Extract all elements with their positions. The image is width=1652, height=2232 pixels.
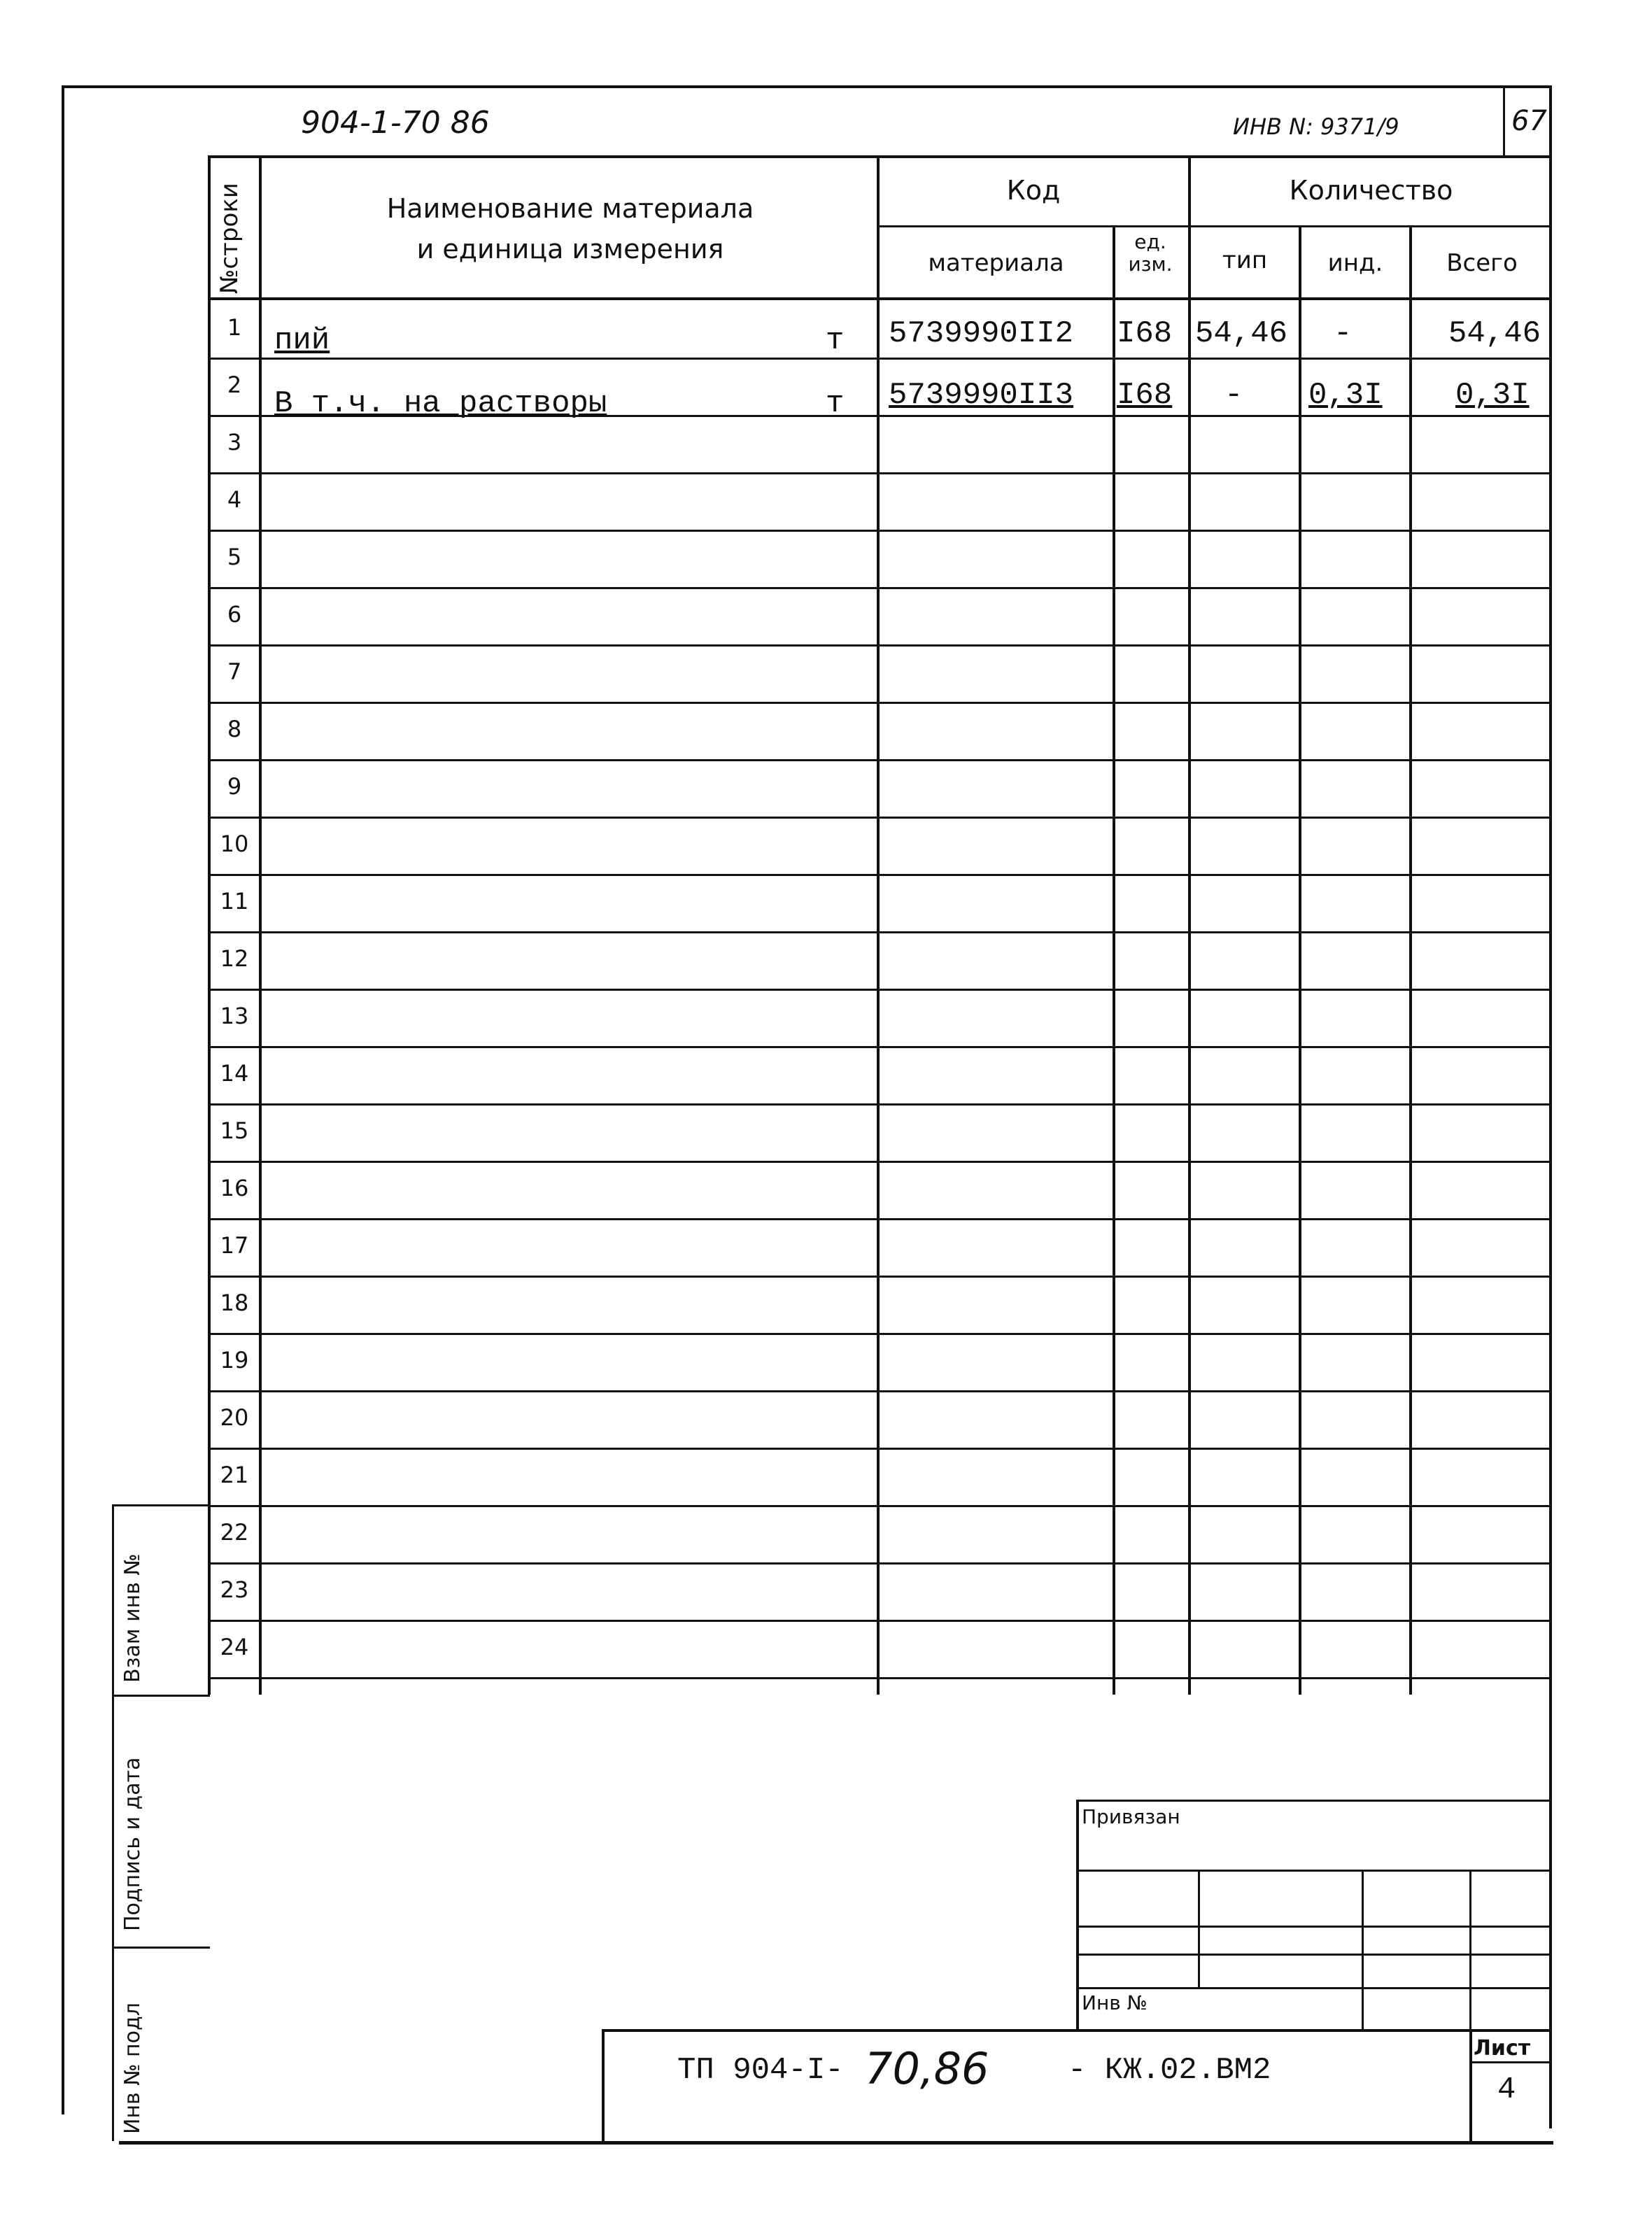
row-2-unit: т <box>826 386 845 421</box>
row-1-type: 54,46 <box>1195 316 1288 351</box>
table-row-line <box>208 587 1551 589</box>
row-number: 4 <box>227 486 242 513</box>
frame-left <box>62 85 64 2114</box>
row-number: 15 <box>220 1117 249 1144</box>
row-number: 21 <box>220 1462 249 1488</box>
table-row-line <box>208 759 1551 761</box>
frame-top <box>62 85 1551 88</box>
row-number: 3 <box>227 429 242 455</box>
header-mid <box>877 225 1551 227</box>
table-top <box>208 155 1551 158</box>
col-header-ind: инд. <box>1327 249 1383 277</box>
row-number: 24 <box>220 1634 249 1660</box>
row-number: 1 <box>227 314 242 341</box>
row-1-unit: т <box>826 323 845 358</box>
col-header-quantity: Количество <box>1289 175 1453 206</box>
table-row-line <box>208 817 1551 819</box>
stamp-line-1 <box>1076 1870 1552 1872</box>
row-1-ind: - <box>1334 316 1353 351</box>
frame-right <box>1549 85 1552 2128</box>
table-row-line <box>208 1390 1551 1392</box>
row-2-material-code: 5739990II3 <box>889 378 1074 413</box>
table-row-line <box>208 472 1551 474</box>
col-line-unitcode <box>1188 155 1191 1695</box>
col-header-row-number: №строки <box>216 183 243 294</box>
side-inv-podl: Инв № подл <box>120 2003 145 2134</box>
row-number: 2 <box>227 372 242 398</box>
col-header-type: тип <box>1222 246 1268 274</box>
table-row-line <box>208 1677 1551 1679</box>
stamp-v-2 <box>1362 1870 1364 2030</box>
row-1-name: пий <box>274 323 330 358</box>
stamp-inv-no: Инв № <box>1082 1991 1148 2014</box>
table-row-line <box>208 1046 1551 1048</box>
row-2-total: 0,3I <box>1455 378 1530 413</box>
table-row-line <box>208 1103 1551 1106</box>
row-number: 16 <box>220 1175 249 1201</box>
document-number-handwritten: 904-1-70 86 <box>301 105 490 141</box>
table-row-line <box>208 1562 1551 1564</box>
row-number: 9 <box>227 773 242 800</box>
row-number: 13 <box>220 1003 249 1029</box>
row-1-total: 54,46 <box>1448 316 1541 351</box>
row-number: 19 <box>220 1347 249 1373</box>
side-vzam-inv: Взам инв № <box>120 1553 145 1683</box>
side-line-outer <box>112 1504 114 2141</box>
designation-suffix: - КЖ.02.ВМ2 <box>1068 2053 1271 2088</box>
row-number: 6 <box>227 601 242 628</box>
row-number: 22 <box>220 1519 249 1546</box>
side-div-1 <box>112 1695 210 1697</box>
row-number: 8 <box>227 716 242 742</box>
row-number: 5 <box>227 544 242 570</box>
col-header-total: Всего <box>1446 249 1518 277</box>
row-number: 7 <box>227 658 242 685</box>
designation-left <box>602 2029 605 2142</box>
stamp-privyazan: Привязан <box>1082 1805 1180 1828</box>
col-line-matcode <box>1113 225 1115 1695</box>
side-top <box>112 1504 210 1506</box>
row-number: 20 <box>220 1404 249 1431</box>
side-div-2 <box>112 1947 210 1949</box>
col-header-unit-code: ед. изм. <box>1128 230 1173 276</box>
col-header-material-code: материала <box>928 249 1064 277</box>
table-row-line <box>208 1161 1551 1163</box>
table-row-line <box>208 1620 1551 1622</box>
row-number: 18 <box>220 1290 249 1316</box>
table-row-line <box>208 1276 1551 1278</box>
stamp-line-4 <box>1076 1987 1552 1989</box>
table-row-line <box>208 1218 1551 1220</box>
sheet-divider <box>1469 2029 1472 2142</box>
stamp-line-2 <box>1076 1926 1552 1928</box>
table-row-line <box>208 931 1551 933</box>
col-line-rowno <box>259 155 262 1695</box>
designation-prefix: ТП 904-I- <box>677 2053 844 2088</box>
stamp-v-1 <box>1198 1870 1200 1989</box>
row-1-unit-code: I68 <box>1117 316 1173 351</box>
stamp-top <box>1076 1800 1552 1802</box>
col-header-name-line1: Наименование материала <box>386 193 754 224</box>
sheet-number: 4 <box>1497 2072 1516 2107</box>
col-line-name <box>877 155 880 1695</box>
stamp-v-3 <box>1469 1870 1471 2030</box>
frame-bottom <box>119 2141 1553 2145</box>
table-row-line <box>208 358 1551 360</box>
table-row-line <box>208 530 1551 532</box>
row-1-material-code: 5739990II2 <box>889 316 1074 351</box>
row-number: 11 <box>220 888 249 914</box>
row-2-ind: 0,3I <box>1308 378 1383 413</box>
row-number: 12 <box>220 945 249 972</box>
col-line-type <box>1299 225 1301 1695</box>
designation-top <box>602 2029 1552 2032</box>
page-number-divider <box>1503 85 1505 155</box>
inventory-number-handwritten: ИНВ N: 9371/9 <box>1233 113 1399 140</box>
row-number: 10 <box>220 831 249 857</box>
header-bottom <box>208 297 1551 300</box>
table-row-line <box>208 1448 1551 1450</box>
col-header-code: Код <box>1006 175 1061 206</box>
side-podpis-data: Подпись и дата <box>120 1757 145 1931</box>
row-number: 23 <box>220 1576 249 1603</box>
table-row-line <box>208 644 1551 647</box>
row-2-unit-code: I68 <box>1117 378 1173 413</box>
table-row-line <box>208 702 1551 704</box>
col-header-name-line2: и единица измерения <box>416 234 724 264</box>
table-row-line <box>208 1505 1551 1507</box>
table-row-line <box>208 1333 1551 1335</box>
row-2-type: - <box>1224 378 1243 413</box>
row-number: 14 <box>220 1060 249 1087</box>
sheet-label-line <box>1469 2061 1552 2063</box>
col-line-ind <box>1409 225 1412 1695</box>
page-number: 67 <box>1511 105 1547 137</box>
designation-handwritten: 70,86 <box>865 2043 989 2094</box>
table-row-line <box>208 989 1551 991</box>
row-number: 17 <box>220 1232 249 1259</box>
stamp-line-3 <box>1076 1954 1552 1956</box>
row-2-name: В т.ч. на растворы <box>274 386 607 421</box>
stamp-left-upper <box>1076 1800 1079 2030</box>
table-row-line <box>208 874 1551 876</box>
sheet-label: Лист <box>1474 2036 1531 2061</box>
